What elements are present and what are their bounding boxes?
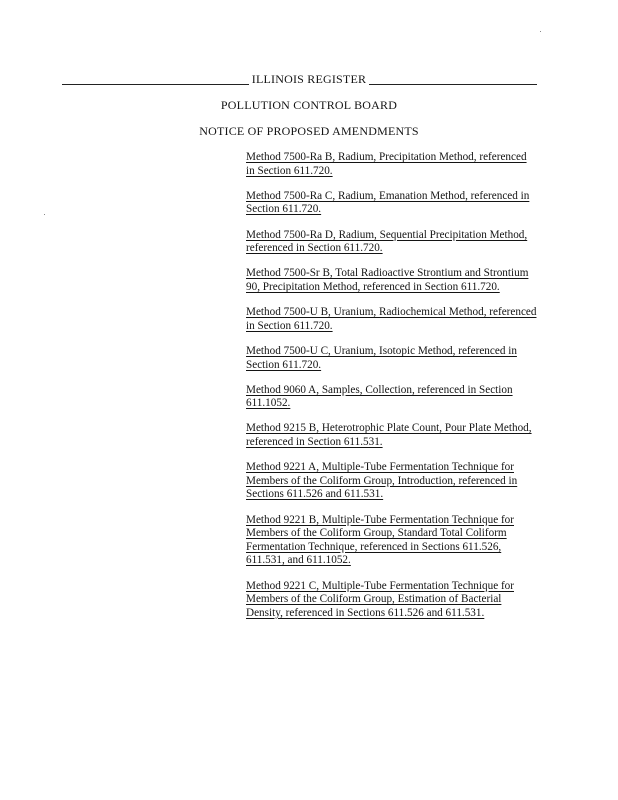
method-entry-7500-ra-b: Method 7500-Ra B, Radium, Precipitation Method, referenced in Section 611.720. (246, 151, 527, 177)
method-entry-7500-ra-d: Method 7500-Ra D, Radium, Sequential Precipitation Method, referenced in Section 611.720. (246, 228, 528, 255)
method-entry-9221-b: Method 9221 B, Multiple-Tube Fermentation Technique for Members of the Coliform Group, Standard Total Coliform Fermentation Technique, referenced in Sections 611.526, 611.531, and 611.1052. (246, 513, 514, 567)
method-entry-9221-a: Method 9221 A, Multiple-Tube Fermentation Technique for Members of the Coliform Group, Introduction, referenced in Sections 611.526 and 611.531. (246, 461, 518, 501)
method-entry-7500-u-b: Method 7500-U B, Uranium, Radiochemical Method, referenced in Section 611.720. (246, 306, 537, 332)
method-entry-9221-c: Method 9221 C, Multiple-Tube Fermentation Technique for Members of the Coliform Group, Estimation of Bacterial Density, referenced in Sections 611.526 and 611.531. (246, 579, 514, 619)
board-title: POLLUTION CONTROL BOARD (220, 98, 398, 112)
scan-speck (44, 214, 45, 215)
method-entry-7500-u-c: Method 7500-U C, Uranium, Isotopic Method, referenced in Section 611.720. (246, 344, 517, 371)
method-entry-7500-ra-c: Method 7500-Ra C, Radium, Emanation Method, referenced in Section 611.720. (246, 189, 530, 216)
scan-speck (540, 31, 541, 32)
method-entry-9060-a: Method 9060 A, Samples, Collection, referenced in Section 611.1052. (246, 383, 513, 410)
method-list (246, 151, 538, 632)
method-entry-7500-sr-b: Method 7500-Sr B, Total Radioactive Strontium and Strontium 90, Precipitation Method, referenced in Section 611.720. (246, 267, 529, 293)
notice-title: NOTICE OF PROPOSED AMENDMENTS (199, 124, 419, 138)
register-heading (0, 72, 618, 87)
register-heading-text: ILLINOIS REGISTER (249, 72, 369, 86)
method-entry-9215-b: Method 9215 B, Heterotrophic Plate Count, Pour Plate Method, referenced in Section 611.531. (246, 422, 532, 449)
